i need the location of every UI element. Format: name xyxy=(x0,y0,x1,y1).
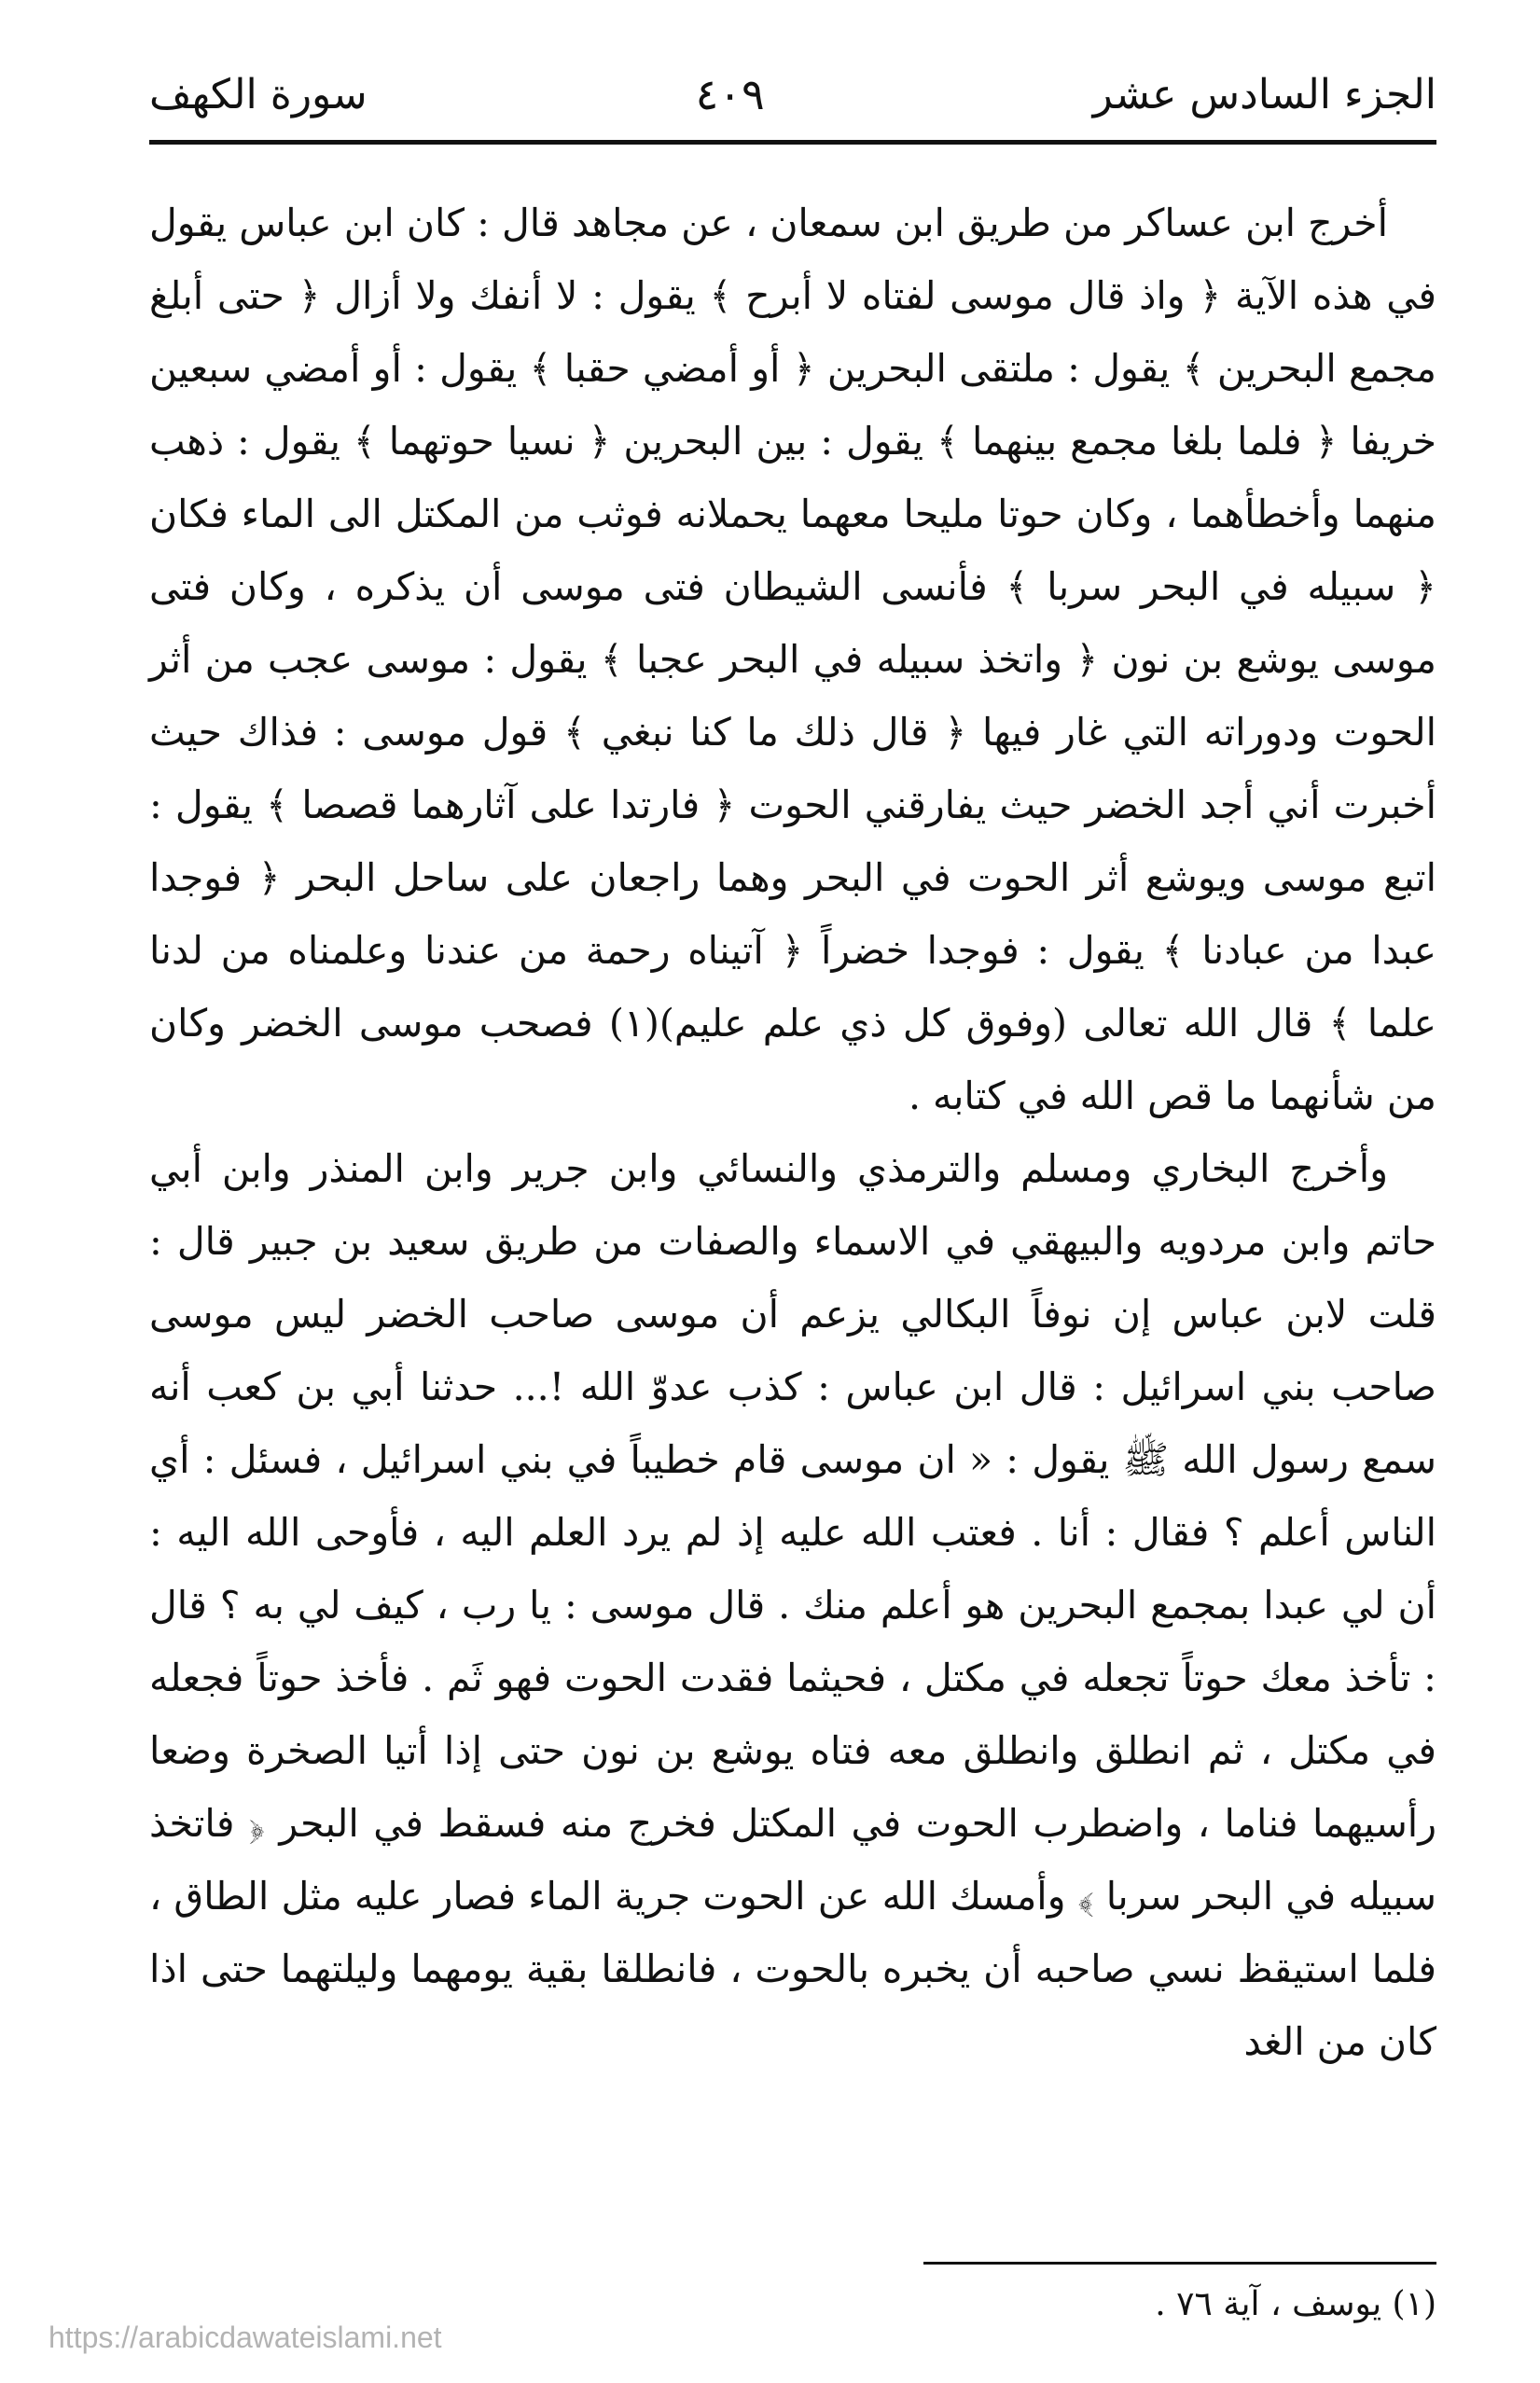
page-header xyxy=(149,52,1436,136)
footnote: (١) يوسف ، آية ٧٦ . xyxy=(1155,2285,1436,2323)
page-number: ٤٠٩ xyxy=(695,69,765,119)
page-body xyxy=(149,187,1436,2078)
paragraph: وأخرج البخاري ومسلم والترمذي والنسائي وابن جرير وابن المنذر وابن أبي حاتم وابن مردويه والبيهقي في الاسماء والصفات من طريق سعيد بن جبير قال : قلت لابن عباس إن نوفاً البكالي يزعم أن موسى صاحب الخضر ليس موسى صاحب بني اسرائيل : قال ابن عباس : كذب عدوّ الله !... حدثنا أبي بن كعب أنه سمع رسول الله ﷺ يقول : « ان موسى قام خطيباً في بني اسرائيل ، فسئل : أي الناس أعلم ؟ فقال : أنا . فعتب الله عليه إذ لم يرد العلم اليه ، فأوحى الله اليه : أن لي عبدا بمجمع البحرين هو أعلم منك . قال موسى : يا رب ، كيف لي به ؟ قال : تأخذ معك حوتاً تجعله في مكتل ، فحيثما فقدت الحوت فهو ثَم . فأخذ حوتاً فجعله في مكتل ، ثم انطلق وانطلق معه فتاه يوشع بن نون حتى إذا أتيا الصخرة وضعا رأسيهما فناما ، واضطرب الحوت في المكتل فخرج منه فسقط في البحر ﴿ فاتخذ سبيله في البحر سربا ﴾ وأمسك الله عن الحوت جرية الماء فصار عليه مثل الطاق ، فلما استيقظ نسي صاحبه أن يخبره بالحوت ، فانطلقا بقية يومهما وليلتهما حتى اذا كان من الغد xyxy=(149,1146,1436,2064)
paragraph: أخرج ابن عساكر من طريق ابن سمعان ، عن مجاهد قال : كان ابن عباس يقول في هذه الآية ﴿ واذ قال موسى لفتاه لا أبرح ﴾ يقول : لا أنفك ولا أزال ﴿ حتى أبلغ مجمع البحرين ﴾ يقول : ملتقى البحرين ﴿ أو أمضي حقبا ﴾ يقول : أو أمضي سبعين خريفا ﴿ فلما بلغا مجمع بينهما ﴾ يقول : بين البحرين ﴿ نسيا حوتهما ﴾ يقول : ذهب منهما وأخطأهما ، وكان حوتا مليحا معهما يحملانه فوثب من المكتل الى الماء فكان ﴿ سبيله في البحر سربا ﴾ فأنسى الشيطان فتى موسى أن يذكره ، وكان فتى موسى يوشع بن نون ﴿ واتخذ سبيله في البحر عجبا ﴾ يقول : موسى عجب من أثر الحوت ودوراته التي غار فيها ﴿ قال ذلك ما كنا نبغي ﴾ قول موسى : فذاك حيث أخبرت أني أجد الخضر حيث يفارقني الحوت ﴿ فارتدا على آثارهما قصصا ﴾ يقول : اتبع موسى ويوشع أثر الحوت في البحر وهما راجعان على ساحل البحر ﴿ فوجدا عبدا من عبادنا ﴾ يقول : فوجدا خضراً ﴿ آتيناه رحمة من عندنا وعلمناه من لدنا علما ﴾ قال الله تعالى (وفوق كل ذي علم عليم)(١) فصحب موسى الخضر وكان من شأنهما ما قص الله في كتابه . xyxy=(149,201,1436,1118)
part-title: الجزء السادس عشر xyxy=(1092,70,1436,118)
header-rule xyxy=(149,140,1436,145)
surah-title: سورة الكهف xyxy=(149,70,368,118)
watermark-url: https://arabicdawateislami.net xyxy=(49,2321,442,2354)
footnote-rule xyxy=(923,2262,1436,2265)
